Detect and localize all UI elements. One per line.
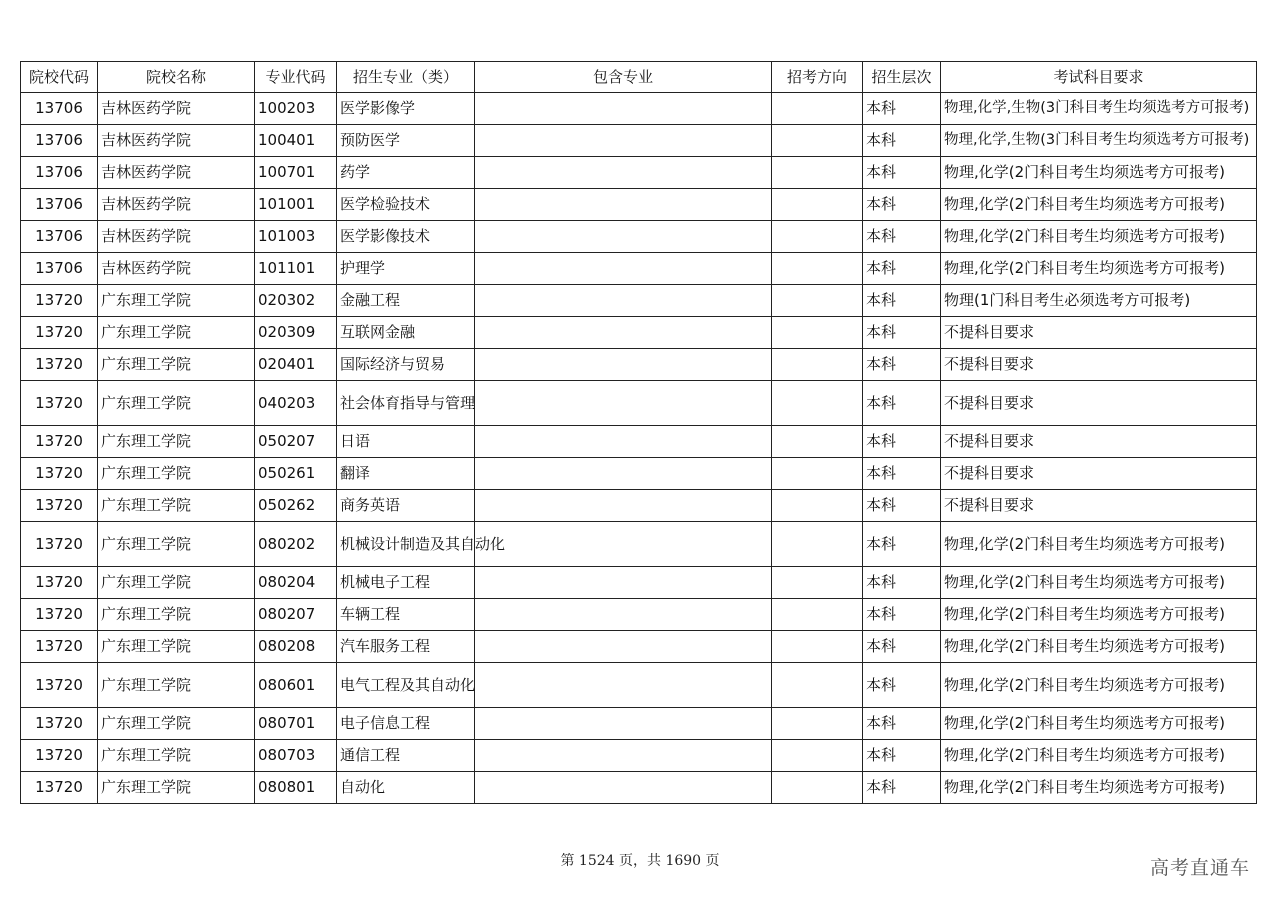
cell-major: 自动化 (337, 772, 475, 804)
table-row (21, 221, 1257, 253)
cell-direction (772, 663, 863, 708)
cell-major-code: 101001 (255, 189, 337, 221)
cell-requirement: 物理,化学(2门科目考生均须选考方可报考) (941, 221, 1257, 253)
cell-direction (772, 125, 863, 157)
cell-includes (475, 772, 772, 804)
cell-requirement: 物理,化学(2门科目考生均须选考方可报考) (941, 772, 1257, 804)
cell-level: 本科 (863, 285, 941, 317)
cell-major: 国际经济与贸易 (337, 349, 475, 381)
cell-school-name: 广东理工学院 (98, 381, 255, 426)
cell-school-name: 广东理工学院 (98, 522, 255, 567)
cell-requirement: 物理,化学(2门科目考生均须选考方可报考) (941, 522, 1257, 567)
cell-requirement: 物理,化学(2门科目考生均须选考方可报考) (941, 631, 1257, 663)
table-row (21, 157, 1257, 189)
cell-major-code: 020309 (255, 317, 337, 349)
cell-requirement: 物理,化学,生物(3门科目考生均须选考方可报考) (941, 93, 1257, 125)
cell-school-name: 广东理工学院 (98, 663, 255, 708)
cell-direction (772, 426, 863, 458)
cell-direction (772, 772, 863, 804)
table-row (21, 663, 1257, 708)
cell-school-code: 13720 (21, 317, 98, 349)
cell-school-code: 13720 (21, 490, 98, 522)
cell-requirement: 物理,化学(2门科目考生均须选考方可报考) (941, 567, 1257, 599)
cell-includes (475, 93, 772, 125)
table-row (21, 93, 1257, 125)
table-row (21, 708, 1257, 740)
cell-level: 本科 (863, 125, 941, 157)
cell-school-name: 广东理工学院 (98, 426, 255, 458)
cell-school-code: 13706 (21, 253, 98, 285)
cell-school-name: 广东理工学院 (98, 631, 255, 663)
table-header (21, 62, 1257, 93)
cell-requirement: 物理,化学(2门科目考生均须选考方可报考) (941, 663, 1257, 708)
table-row (21, 599, 1257, 631)
table-row (21, 772, 1257, 804)
cell-requirement: 不提科目要求 (941, 381, 1257, 426)
cell-includes (475, 522, 772, 567)
cell-school-code: 13720 (21, 708, 98, 740)
table-row (21, 317, 1257, 349)
cell-major: 医学影像学 (337, 93, 475, 125)
cell-major: 预防医学 (337, 125, 475, 157)
cell-major: 机械电子工程 (337, 567, 475, 599)
cell-level: 本科 (863, 599, 941, 631)
cell-direction (772, 221, 863, 253)
table-row (21, 349, 1257, 381)
cell-level: 本科 (863, 253, 941, 285)
cell-major-code: 080801 (255, 772, 337, 804)
cell-includes (475, 490, 772, 522)
cell-school-code: 13720 (21, 285, 98, 317)
header-row (21, 62, 1257, 93)
cell-school-name: 吉林医药学院 (98, 125, 255, 157)
table-body (21, 93, 1257, 804)
table-row (21, 381, 1257, 426)
cell-major: 汽车服务工程 (337, 631, 475, 663)
cell-school-name: 广东理工学院 (98, 740, 255, 772)
cell-direction (772, 522, 863, 567)
cell-major-code: 020302 (255, 285, 337, 317)
cell-school-code: 13720 (21, 458, 98, 490)
cell-direction (772, 708, 863, 740)
cell-major: 通信工程 (337, 740, 475, 772)
cell-level: 本科 (863, 490, 941, 522)
page-number: 第 1524 页，共 1690 页 (560, 853, 720, 869)
cell-school-name: 广东理工学院 (98, 490, 255, 522)
cell-includes (475, 599, 772, 631)
cell-school-name: 广东理工学院 (98, 285, 255, 317)
cell-level: 本科 (863, 157, 941, 189)
cell-requirement: 不提科目要求 (941, 458, 1257, 490)
cell-direction (772, 458, 863, 490)
cell-direction (772, 490, 863, 522)
cell-school-name: 广东理工学院 (98, 772, 255, 804)
table-row (21, 567, 1257, 599)
cell-major-code: 080701 (255, 708, 337, 740)
cell-major-code: 050261 (255, 458, 337, 490)
cell-level: 本科 (863, 740, 941, 772)
cell-includes (475, 349, 772, 381)
cell-level: 本科 (863, 458, 941, 490)
cell-major: 护理学 (337, 253, 475, 285)
cell-major-code: 101101 (255, 253, 337, 285)
cell-requirement: 不提科目要求 (941, 349, 1257, 381)
cell-major: 商务英语 (337, 490, 475, 522)
cell-school-code: 13720 (21, 631, 98, 663)
cell-level: 本科 (863, 567, 941, 599)
cell-includes (475, 253, 772, 285)
cell-level: 本科 (863, 631, 941, 663)
table-row (21, 189, 1257, 221)
cell-major-code: 080601 (255, 663, 337, 708)
cell-level: 本科 (863, 381, 941, 426)
cell-includes (475, 317, 772, 349)
cell-level: 本科 (863, 93, 941, 125)
cell-major-code: 050262 (255, 490, 337, 522)
cell-includes (475, 567, 772, 599)
cell-major-code: 080207 (255, 599, 337, 631)
cell-major-code: 050207 (255, 426, 337, 458)
table-row (21, 522, 1257, 567)
cell-school-code: 13706 (21, 125, 98, 157)
cell-school-name: 吉林医药学院 (98, 157, 255, 189)
table-row (21, 740, 1257, 772)
cell-school-code: 13706 (21, 189, 98, 221)
cell-includes (475, 189, 772, 221)
cell-major-code: 100701 (255, 157, 337, 189)
cell-includes (475, 285, 772, 317)
cell-direction (772, 157, 863, 189)
cell-school-code: 13720 (21, 772, 98, 804)
cell-major: 车辆工程 (337, 599, 475, 631)
cell-direction (772, 317, 863, 349)
header-includes: 包含专业 (475, 62, 772, 93)
cell-level: 本科 (863, 663, 941, 708)
cell-major-code: 100401 (255, 125, 337, 157)
cell-requirement: 物理,化学(2门科目考生均须选考方可报考) (941, 740, 1257, 772)
cell-requirement: 物理,化学(2门科目考生均须选考方可报考) (941, 253, 1257, 285)
cell-level: 本科 (863, 522, 941, 567)
cell-school-code: 13720 (21, 349, 98, 381)
cell-includes (475, 221, 772, 253)
cell-requirement: 物理,化学(2门科目考生均须选考方可报考) (941, 189, 1257, 221)
header-direction: 招考方向 (772, 62, 863, 93)
cell-level: 本科 (863, 189, 941, 221)
cell-level: 本科 (863, 772, 941, 804)
cell-major-code: 040203 (255, 381, 337, 426)
cell-requirement: 物理,化学,生物(3门科目考生均须选考方可报考) (941, 125, 1257, 157)
cell-includes (475, 125, 772, 157)
table-row (21, 490, 1257, 522)
cell-school-code: 13720 (21, 599, 98, 631)
cell-level: 本科 (863, 221, 941, 253)
cell-major: 金融工程 (337, 285, 475, 317)
cell-includes (475, 631, 772, 663)
cell-school-code: 13720 (21, 567, 98, 599)
cell-direction (772, 599, 863, 631)
cell-direction (772, 381, 863, 426)
header-major: 招生专业（类） (337, 62, 475, 93)
cell-major-code: 080204 (255, 567, 337, 599)
cell-school-name: 广东理工学院 (98, 349, 255, 381)
cell-requirement: 物理,化学(2门科目考生均须选考方可报考) (941, 708, 1257, 740)
admission-table (20, 61, 1257, 804)
cell-school-name: 吉林医药学院 (98, 253, 255, 285)
cell-major-code: 080202 (255, 522, 337, 567)
cell-school-code: 13720 (21, 740, 98, 772)
cell-includes (475, 426, 772, 458)
cell-school-name: 广东理工学院 (98, 599, 255, 631)
cell-major: 日语 (337, 426, 475, 458)
cell-school-code: 13720 (21, 663, 98, 708)
cell-major-code: 080703 (255, 740, 337, 772)
table-row (21, 631, 1257, 663)
cell-direction (772, 740, 863, 772)
header-level: 招生层次 (863, 62, 941, 93)
cell-major: 社会体育指导与管理 (337, 381, 475, 426)
cell-requirement: 不提科目要求 (941, 490, 1257, 522)
cell-requirement: 物理,化学(2门科目考生均须选考方可报考) (941, 599, 1257, 631)
table-row (21, 426, 1257, 458)
cell-level: 本科 (863, 708, 941, 740)
cell-level: 本科 (863, 349, 941, 381)
cell-major-code: 080208 (255, 631, 337, 663)
cell-major: 机械设计制造及其自动化 (337, 522, 475, 567)
watermark-text: 高考直通车 (1149, 857, 1250, 879)
table-row (21, 458, 1257, 490)
cell-includes (475, 740, 772, 772)
cell-direction (772, 93, 863, 125)
cell-school-code: 13720 (21, 426, 98, 458)
cell-school-name: 广东理工学院 (98, 708, 255, 740)
cell-school-code: 13720 (21, 381, 98, 426)
cell-direction (772, 349, 863, 381)
cell-school-code: 13706 (21, 157, 98, 189)
cell-includes (475, 458, 772, 490)
table-row (21, 285, 1257, 317)
cell-requirement: 物理,化学(2门科目考生均须选考方可报考) (941, 157, 1257, 189)
cell-school-code: 13706 (21, 221, 98, 253)
cell-major: 互联网金融 (337, 317, 475, 349)
header-school-code: 院校代码 (21, 62, 98, 93)
cell-school-name: 广东理工学院 (98, 567, 255, 599)
cell-major: 翻译 (337, 458, 475, 490)
cell-major: 药学 (337, 157, 475, 189)
header-requirement: 考试科目要求 (941, 62, 1257, 93)
cell-school-name: 吉林医药学院 (98, 93, 255, 125)
cell-includes (475, 708, 772, 740)
cell-school-name: 吉林医药学院 (98, 189, 255, 221)
table-row (21, 125, 1257, 157)
header-school-name: 院校名称 (98, 62, 255, 93)
cell-direction (772, 631, 863, 663)
cell-school-code: 13706 (21, 93, 98, 125)
table-row (21, 253, 1257, 285)
header-major-code: 专业代码 (255, 62, 337, 93)
cell-includes (475, 663, 772, 708)
cell-requirement: 物理(1门科目考生必须选考方可报考) (941, 285, 1257, 317)
cell-major-code: 020401 (255, 349, 337, 381)
cell-direction (772, 253, 863, 285)
cell-includes (475, 381, 772, 426)
cell-level: 本科 (863, 426, 941, 458)
cell-school-code: 13720 (21, 522, 98, 567)
cell-school-name: 广东理工学院 (98, 317, 255, 349)
cell-direction (772, 189, 863, 221)
cell-school-name: 吉林医药学院 (98, 221, 255, 253)
cell-major-code: 100203 (255, 93, 337, 125)
cell-major: 电气工程及其自动化 (337, 663, 475, 708)
cell-direction (772, 567, 863, 599)
cell-major: 医学影像技术 (337, 221, 475, 253)
cell-level: 本科 (863, 317, 941, 349)
cell-school-name: 广东理工学院 (98, 458, 255, 490)
cell-major: 电子信息工程 (337, 708, 475, 740)
cell-requirement: 不提科目要求 (941, 317, 1257, 349)
cell-direction (772, 285, 863, 317)
cell-includes (475, 157, 772, 189)
cell-requirement: 不提科目要求 (941, 426, 1257, 458)
cell-major-code: 101003 (255, 221, 337, 253)
cell-major: 医学检验技术 (337, 189, 475, 221)
